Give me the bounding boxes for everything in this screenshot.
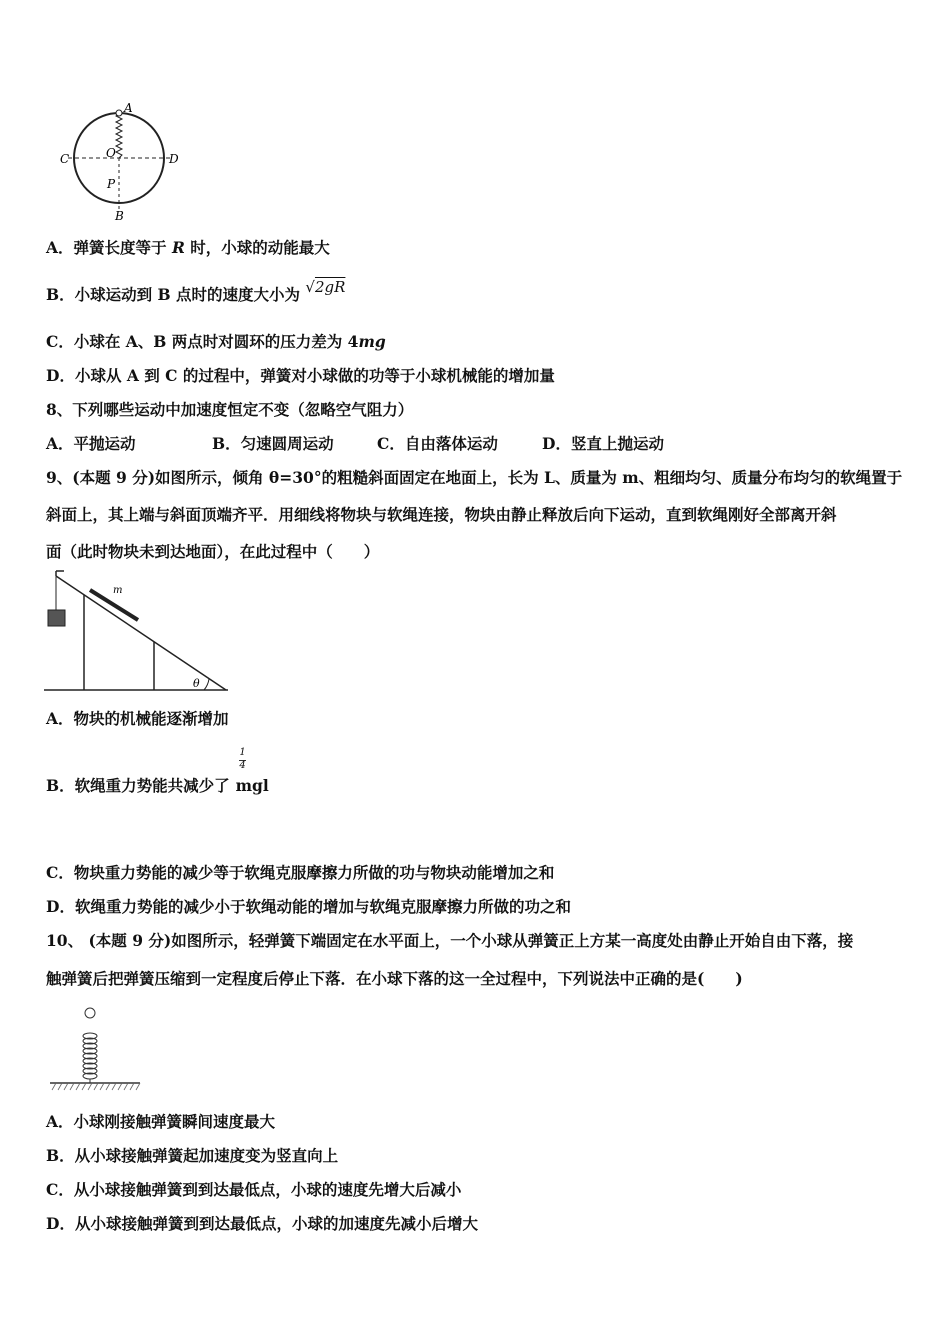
label-o: O — [106, 146, 116, 160]
label-a: A — [124, 101, 133, 115]
q9-stem-line1: 9、(本题 9 分)如图所示，倾角 θ=30°的粗糙斜面固定在地面上，长为 L、质量为 m、粗细均匀、质量分布均匀的软绳置于 — [46, 468, 903, 487]
q9-stem-line2: 斜面上，其上端与斜面顶端齐平．用细线将物块与软绳连接，物块由静止释放后向下运动，直到软绳刚好全部离开斜 — [46, 505, 837, 524]
label-p: P — [107, 177, 116, 191]
q8-stem: 8、下列哪些运动中加速度恒定不变（忽略空气阻力） — [46, 400, 414, 419]
q9-stem-line3: 面（此时物块未到达地面），在此过程中（ ） — [46, 542, 380, 561]
label-theta: θ — [193, 677, 200, 690]
q7-option-a: A．弹簧长度等于 R 时，小球的动能最大 — [46, 238, 330, 257]
q10-option-d: D．从小球接触弹簧到到达最低点，小球的加速度先减小后增大 — [46, 1214, 478, 1233]
q10-option-a: A．小球刚接触弹簧瞬间速度最大 — [46, 1112, 276, 1131]
q10-stem-line1: 10、 (本题 9 分)如图所示，轻弹簧下端固定在水平面上，一个小球从弹簧正上方某一高度处由静止开始自由下落，接 — [46, 931, 854, 950]
spring-ball-figure — [48, 1000, 144, 1092]
fraction-one-quarter: 1 4 — [239, 747, 246, 771]
sqrt-expression: √2gR — [305, 278, 346, 296]
q7-option-c: C．小球在 A、B 两点时对圆环的压力差为 4mg — [46, 332, 386, 351]
label-b: B — [115, 209, 124, 223]
incline-figure — [44, 568, 230, 694]
q9-option-a: A．物块的机械能逐渐增加 — [46, 709, 229, 728]
q9-option-c: C．物块重力势能的减少等于软绳克服摩擦力所做的功与物块动能增加之和 — [46, 863, 555, 882]
q8-option-c: C．自由落体运动 — [377, 434, 498, 453]
q8-option-a: A．平抛运动 — [46, 434, 136, 453]
q10-option-b: B．从小球接触弹簧起加速度变为竖直向上 — [46, 1146, 339, 1165]
q8-option-b: B．匀速圆周运动 — [212, 434, 334, 453]
q9-option-d: D．软绳重力势能的减少小于软绳动能的增加与软绳克服摩擦力所做的功之和 — [46, 897, 571, 916]
q10-option-c: C．从小球接触弹簧到到达最低点，小球的速度先增大后减小 — [46, 1180, 462, 1199]
q9-option-b: B．软绳重力势能共减少了 mgl — [46, 776, 269, 795]
label-m: m — [113, 585, 123, 596]
q7-option-b: B．小球运动到 B 点时的速度大小为 √2gR — [46, 278, 346, 304]
q7-option-d: D．小球从 A 到 C 的过程中，弹簧对小球做的功等于小球机械能的增加量 — [46, 366, 555, 385]
label-d: D — [169, 152, 179, 166]
q8-option-d: D．竖直上抛运动 — [542, 434, 664, 453]
label-c: C — [60, 152, 70, 166]
q10-stem-line2: 触弹簧后把弹簧压缩到一定程度后停止下落．在小球下落的这一全过程中，下列说法中正确的是( ) — [46, 969, 743, 988]
circle-spring-figure — [52, 100, 192, 224]
